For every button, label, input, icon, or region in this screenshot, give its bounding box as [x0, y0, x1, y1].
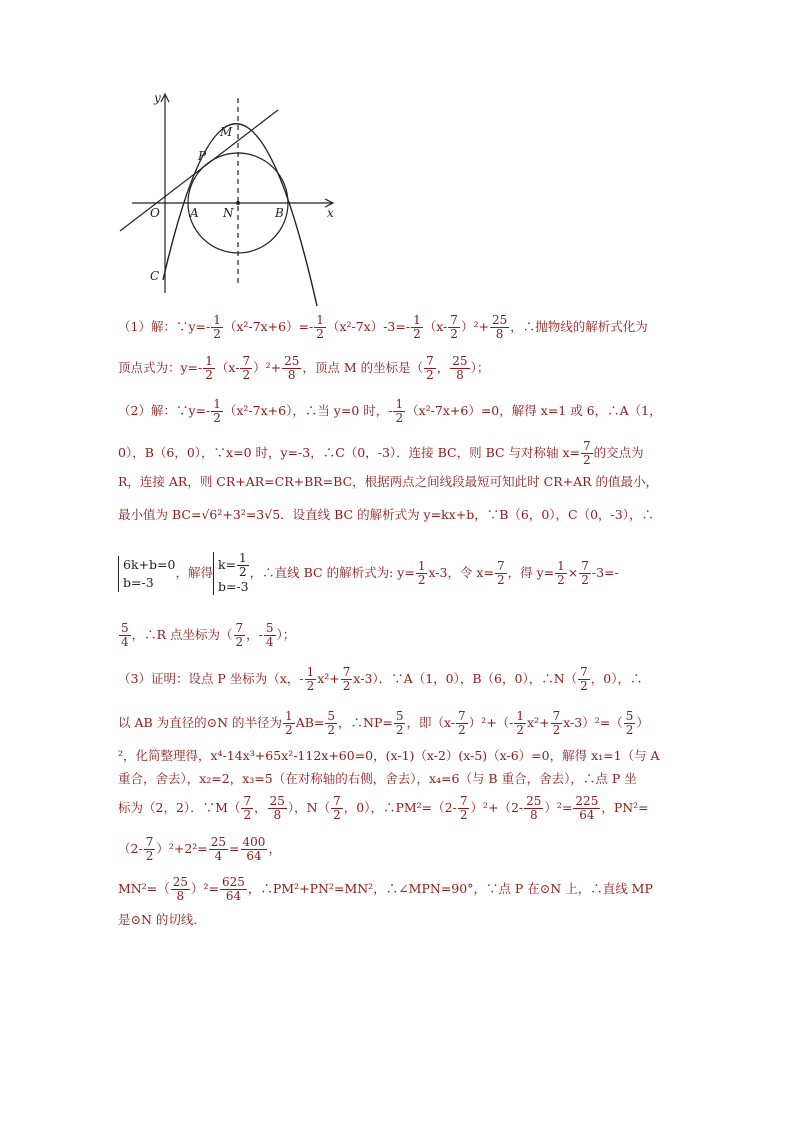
center-point-n: [236, 201, 240, 205]
solution-line-14: （2- $\frac{7}{2}$ ）²+2²= $\frac{25}{4}$ = $\frac{400}{64}$ ，: [118, 835, 281, 863]
parabola: [163, 124, 317, 306]
label-p: P: [198, 149, 207, 163]
solution-line-7: 6k+b=0 b=-3，解得k= $\frac{1}{2}$ b=-3，∴直线 BC 的解析式为: y= $\frac{1}{2}$ x-3，令 x= $\frac{7}{2}$ ，得 y= $\frac{1}{2}$ × $\frac{7}{2}$ -3=-: [118, 552, 680, 604]
label-n: N: [223, 206, 234, 220]
label-m: M: [220, 125, 233, 139]
solution-line-11: ²，化简整理得，x⁴-14x³+65x²-112x+60=0，(x-1)（x-2）(x-5)（x-6）=0，解得 x₁=1（与 A: [118, 748, 660, 763]
solution-line-16: 是⊙N 的切线．: [118, 912, 206, 927]
solution-line-6: 最小值为 BC=√6²+3²=3√5．设直线 BC 的解析式为 y=kx+b，∵B（6，0），C（0，-3），∴: [118, 507, 654, 522]
solution-line-1: （1）解：∵y=- $\frac{1}{2}$ （x²-7x+6）=- $\frac{1}{2}$ （x²-7x）-3=- $\frac{1}{2}$ （x- $\frac{7}{2}$ ）²+ $\frac{25}{8}$ ，∴抛物线的解析式化为: [118, 313, 648, 341]
parabola-circle-figure: [110, 88, 350, 310]
solution-line-2: 顶点式为：y=- $\frac{1}{2}$ （x- $\frac{7}{2}$ ）²+ $\frac{25}{8}$ ，顶点 M 的坐标是（ $\frac{7}{2}$ ， $\frac{25}{8}$ ）；: [118, 354, 490, 382]
label-o: O: [150, 206, 160, 220]
solution-line-8: $\frac{5}{4}$ ，∴R 点坐标为（ $\frac{7}{2}$ ，- $\frac{5}{4}$ ）；: [121, 621, 296, 649]
solution-line-9: （3）证明：设点 P 坐标为（x，- $\frac{1}{2}$ x²+ $\frac{7}{2}$ x-3）．∵A（1，0），B（6，0），∴N（ $\frac{7}{2}$ ，0），∴: [118, 665, 643, 693]
label-b: B: [275, 206, 284, 220]
solution-system: k= $\frac{1}{2}$ b=-3: [213, 552, 250, 595]
label-c: C: [150, 269, 160, 283]
solution-line-5: R，连接 AR，则 CR+AR=CR+BR=BC，根据两点之间线段最短可知此时 CR+AR 的值最小，: [118, 474, 658, 489]
tangent-line-mp: [120, 110, 278, 231]
solution-line-13: 标为（2，2）．∵M（ $\frac{7}{2}$ ， $\frac{25}{8}$ ），N（ $\frac{7}{2}$ ，0），∴PM²=（2- $\frac{7}{2}$ ）²+（2- $\frac{25}{8}$ ）²= $\frac{225}{64}$ ，PN²=: [118, 794, 649, 822]
solution-line-3: （2）解：∵y=- $\frac{1}{2}$ （x²-7x+6），∴当 y=0 时，- $\frac{1}{2}$ （x²-7x+6）=0，解得 x=1 或 6，∴A（1，: [118, 397, 662, 425]
solution-line-10: 以 AB 为直径的⊙N 的半径为 $\frac{1}{2}$ AB= $\frac{5}{2}$ ，∴NP= $\frac{5}{2}$ ，即（x- $\frac{7}{2}$ ）²+（- $\frac{1}{2}$ x²+ $\frac{7}{2}$ x-3）²=（ $\frac{5}{2}$ ）: [118, 709, 649, 737]
equation-system: 6k+b=0 b=-3: [118, 556, 175, 592]
solution-line-15: MN²=（ $\frac{25}{8}$ ）²= $\frac{625}{64}$ ，∴PM²+PN²=MN²，∴∠MPN=90°，∵点 P 在⊙N 上，∴直线 MP: [118, 875, 653, 903]
label-x: x: [327, 206, 334, 220]
solution-line-4: 0），B（6，0），∵x=0 时，y=-3，∴C（0，-3）．连接 BC，则 BC 与对称轴 x= $\frac{7}{2}$ 的交点为: [118, 439, 644, 467]
solution-line-12: 重合，舍去），x₂=2，x₃=5（在对称轴的右侧，舍去），x₄=6（与 B 重合，舍去），∴点 P 坐: [118, 771, 637, 786]
label-a: A: [190, 206, 199, 220]
label-y: y: [154, 91, 161, 105]
